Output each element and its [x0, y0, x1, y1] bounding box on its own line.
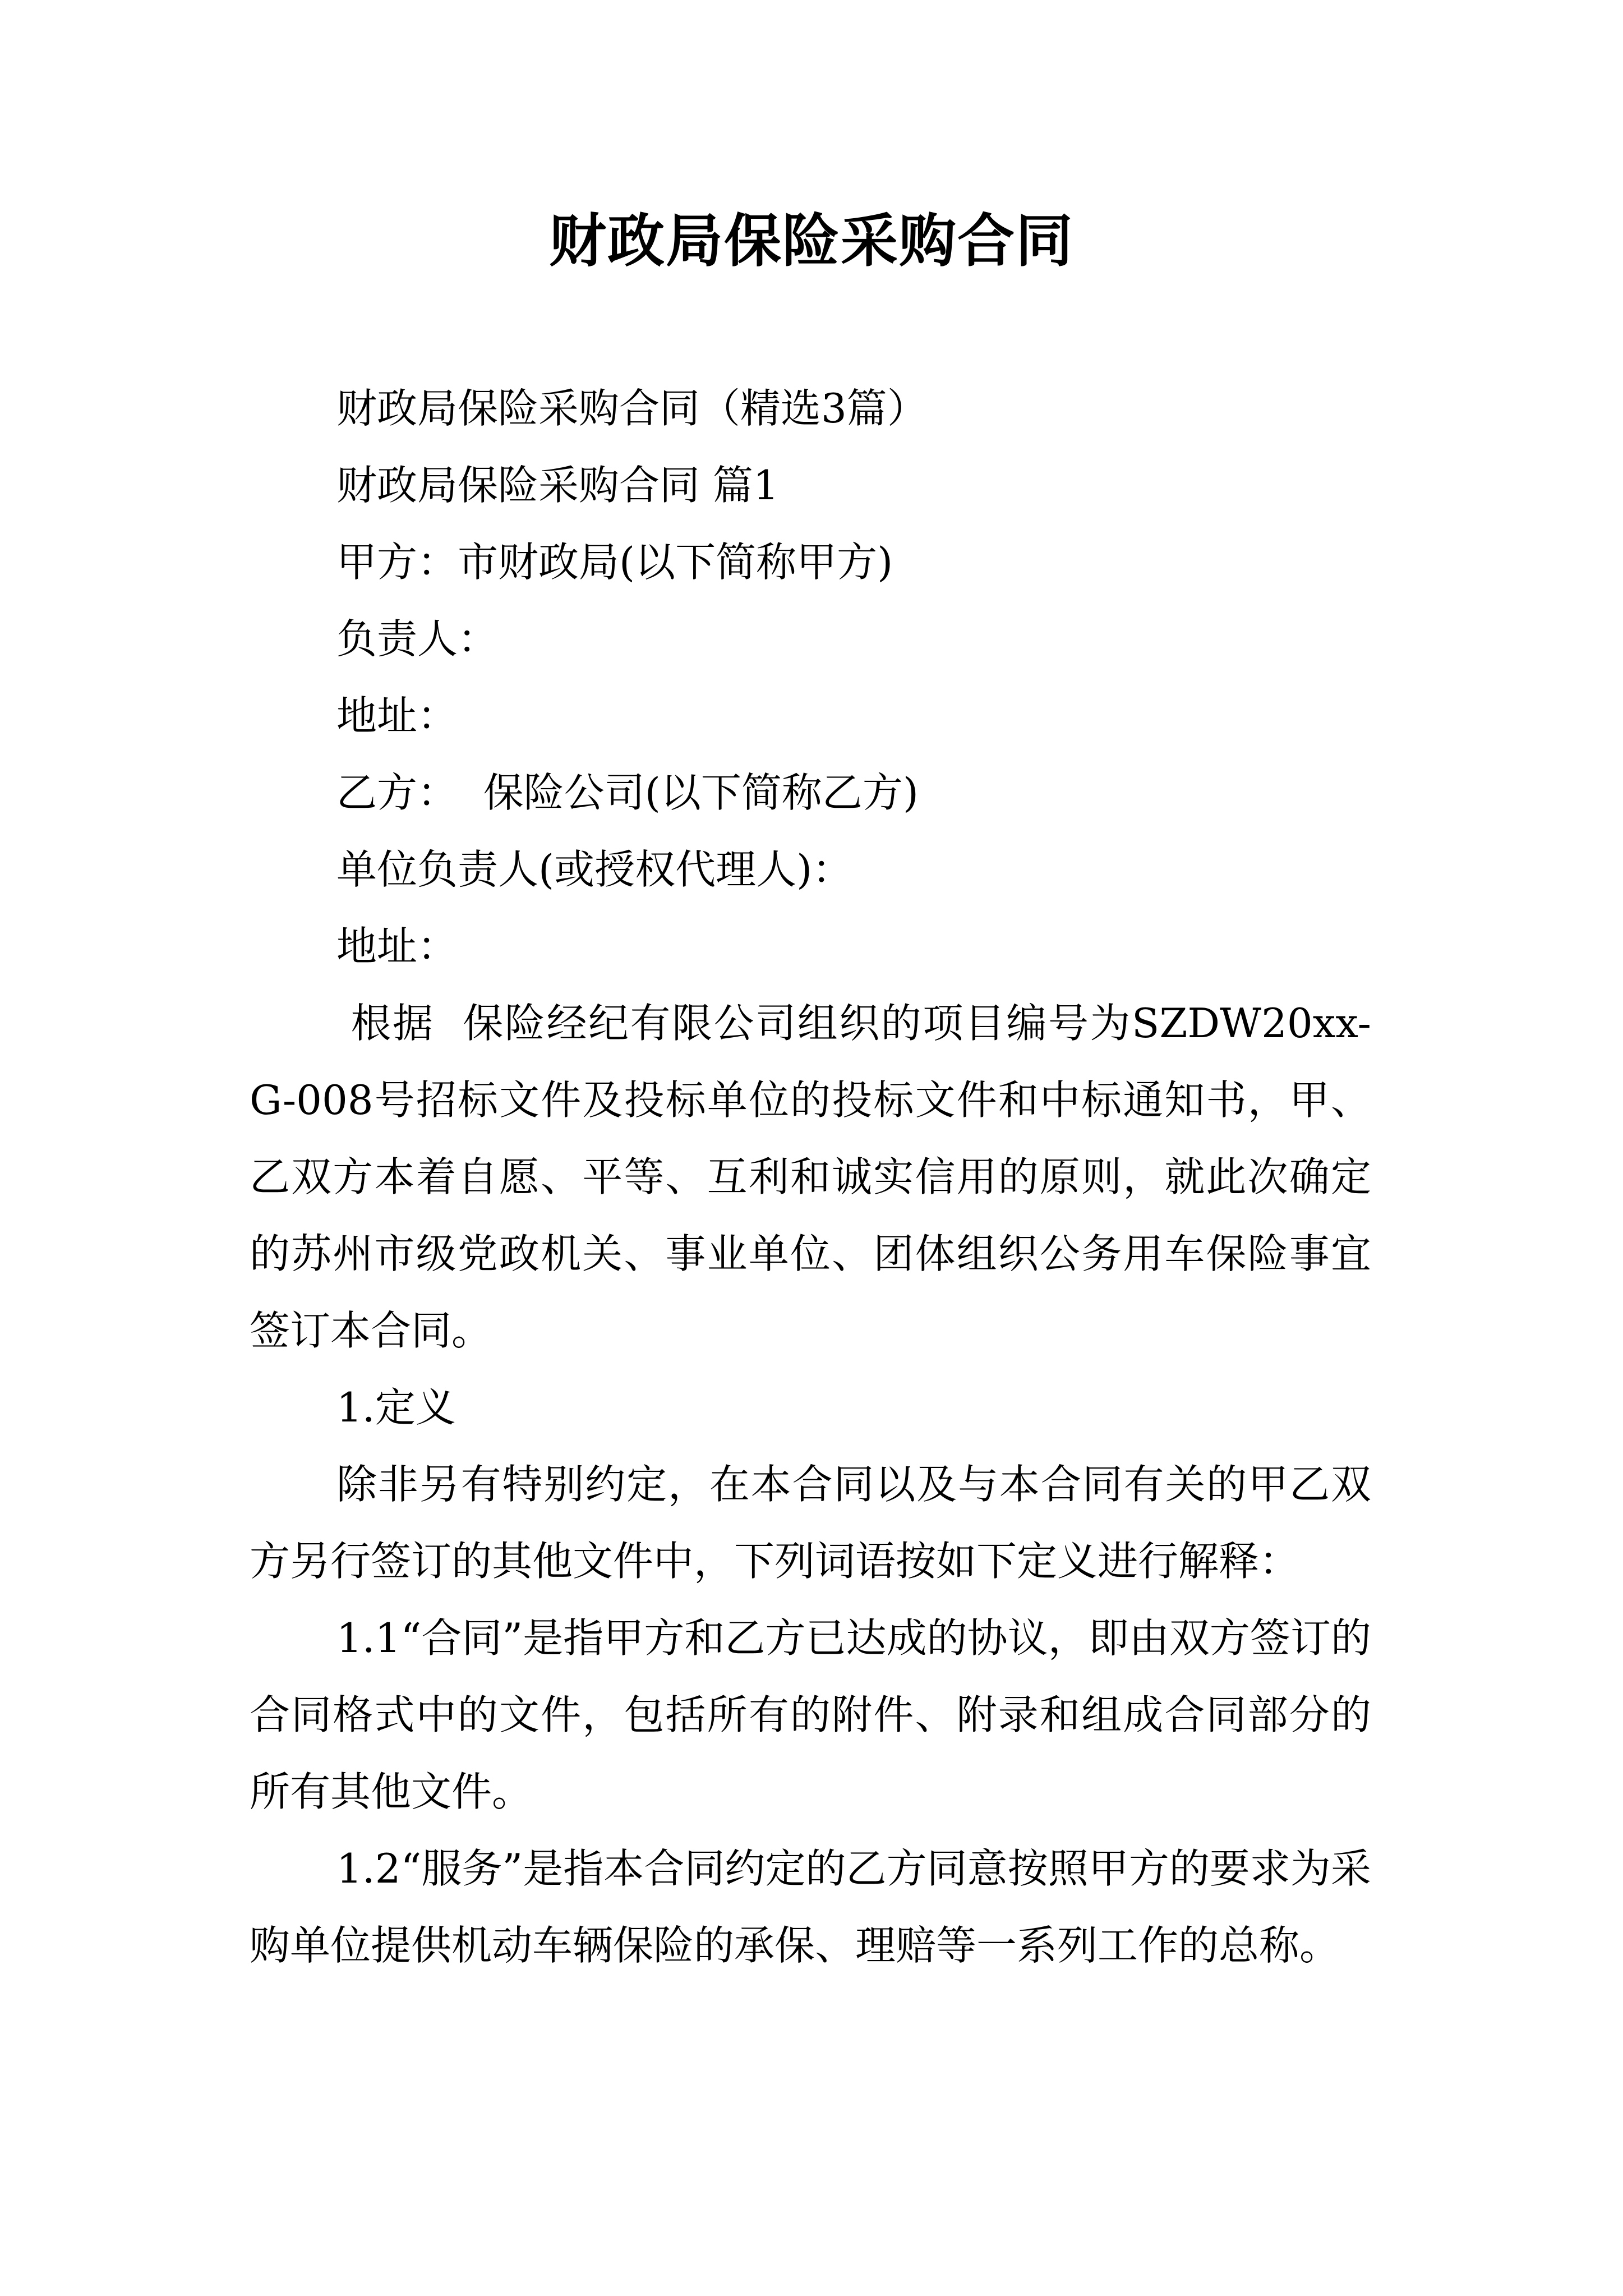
paragraph-party-a-responsible: 负责人： [336, 615, 499, 662]
paragraph-definition-service: 1.2“服务”是指本合同约定的乙方同意按照甲方的要求为采购单位提供机动车辆保险的承保、理赔等一系列工作的总称。 [250, 1845, 1371, 1969]
paragraph-preamble: 根据 保险经纪有限公司组织的项目编号为SZDW20xx-G-008号招标文件及投标单位的投标文件和中标通知书，甲、乙双方本着自愿、平等、互利和诚实信用的原则，就此次确定的苏州市级党政机关、事业单位、团体组织公务用车保险事宜签订本合同。 [250, 1000, 1372, 1354]
document-body [250, 370, 1371, 1984]
paragraph-definition-contract: 1.1“合同”是指甲方和乙方已达成的协议，即由双方签订的合同格式中的文件，包括所有的附件、附录和组成合同部分的所有其他文件。 [250, 1614, 1371, 1815]
paragraph-subtitle: 财政局保险采购合同（精选3篇） [336, 385, 928, 432]
paragraph-section-definitions: 1.定义 [336, 1384, 456, 1431]
paragraph-party-b: 乙方： 保险公司(以下简称乙方) [336, 769, 919, 816]
paragraph-party-b-responsible: 单位负责人(或授权代理人)： [336, 846, 853, 893]
paragraph-article-heading: 财政局保险采购合同 篇1 [336, 462, 779, 509]
paragraph-party-b-address: 地址： [336, 923, 458, 970]
paragraph-party-a: 甲方：市财政局(以下简称甲方) [336, 539, 893, 586]
paragraph-definitions-intro: 除非另有特别约定，在本合同以及与本合同有关的甲乙双方另行签订的其他文件中，下列词语按如下定义进行解释： [250, 1461, 1371, 1585]
paragraph-party-a-address: 地址： [336, 692, 458, 739]
document-title: 财政局保险采购合同 [549, 208, 1074, 275]
